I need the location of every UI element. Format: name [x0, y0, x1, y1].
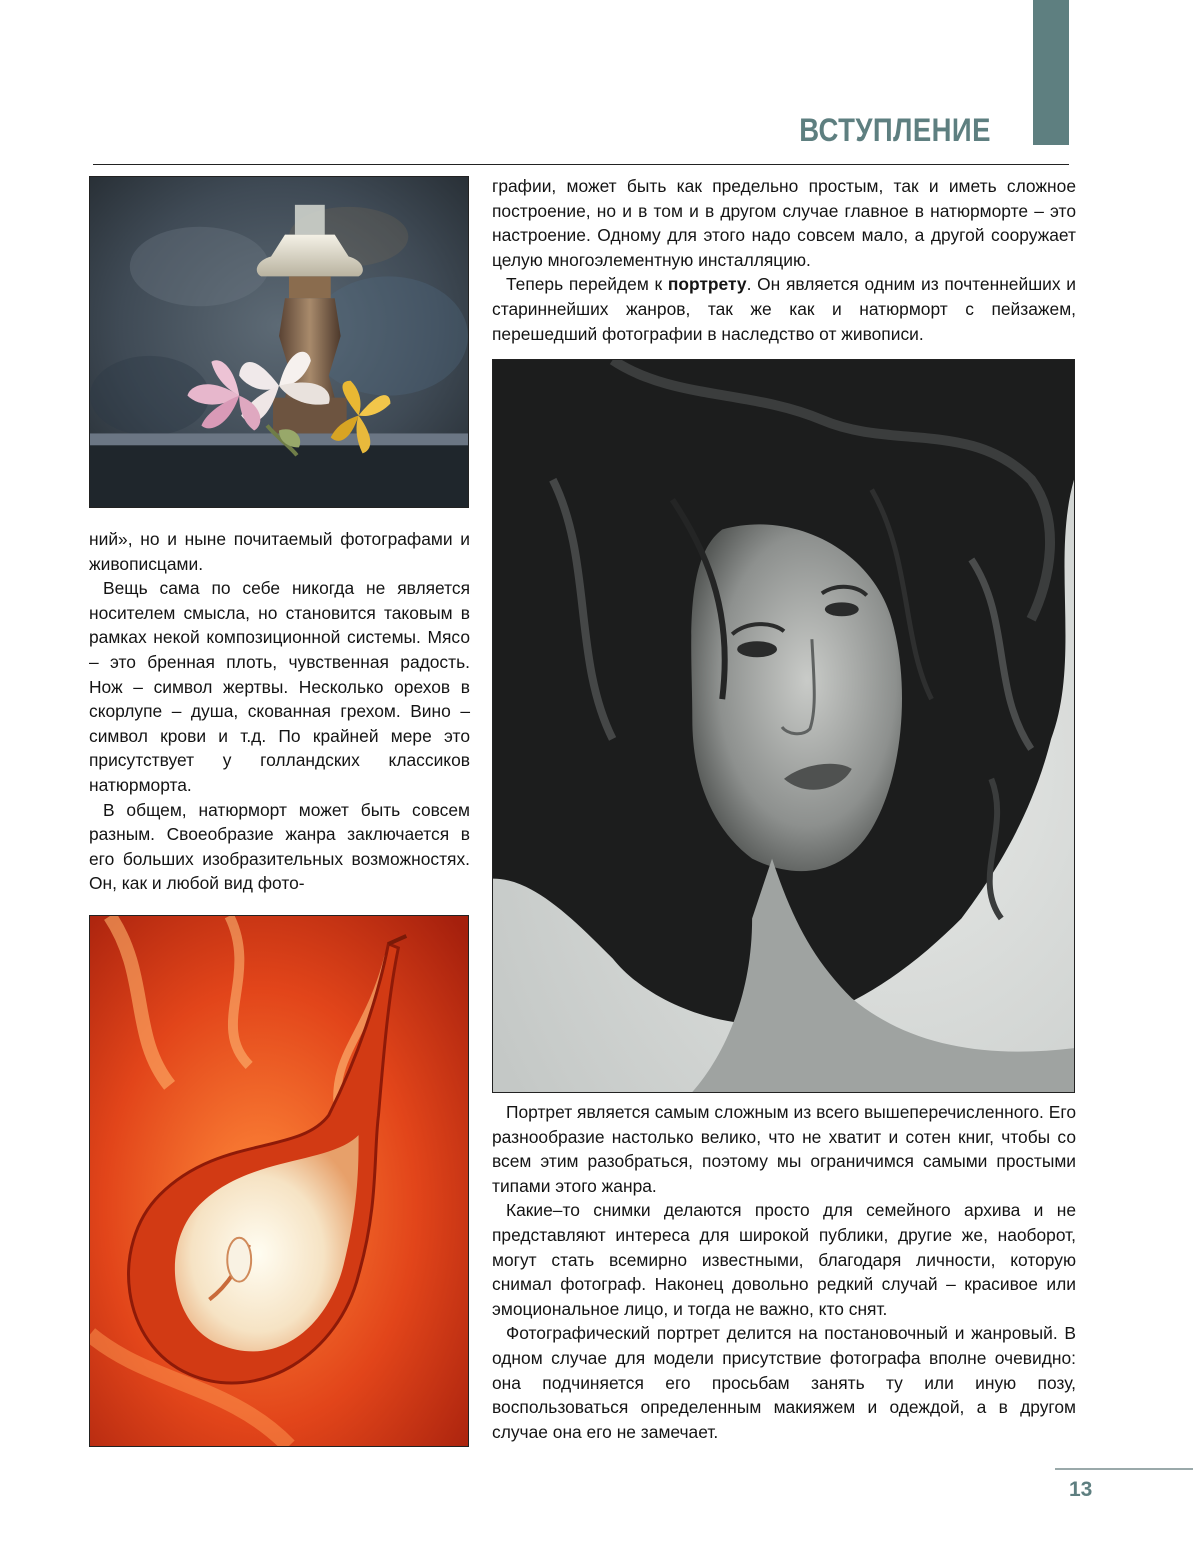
paragraph: Портрет является самым сложным из всего вышеперечисленного. Его разнообразие настолько велико, что не хватит и сотен книг, чтобы со всем этим разобраться, поэтому мы ограничимся самыми простыми типами этого жанра. [492, 1102, 1076, 1196]
paragraph: Какие–то снимки делаются просто для семейного архива и не представляют интереса для широкой публики, другие же, наоборот, могут стать всемирно известными, благодаря личности, которую снимал фотограф. Наконец довольно редкий случай – красивое или эмоциональное лицо, и тогда не важно, кто снят. [492, 1200, 1076, 1319]
text-run: Теперь перейдем к [506, 274, 668, 295]
text-run: . Он является одним из почтеннейших и стариннейших жанров, так же как и натюрморт с пейзажем, перешедший фотографии в наследство от живописи. [492, 274, 1076, 344]
header-accent-bar [1033, 0, 1069, 145]
paragraph: Вещь сама по себе никогда не является носителем смысла, но становится таковым в рамках некой композиционной системы. Мясо – это бренная плоть, чувственная радость. Нож – символ жертвы. Несколько орехов в скорлупе – душа, скованная грехом. Вино – символ крови и т.д. По крайней мере это присутствует у голландских классиков натюрморта. [89, 578, 470, 795]
page-number: 13 [1069, 1478, 1093, 1501]
section-title: ВСТУПЛЕНИЕ [799, 112, 991, 148]
right-column-bottom-text [492, 1100, 1076, 1444]
pear-photo [89, 915, 469, 1447]
right-column-top-text [492, 174, 1076, 346]
portrait-photo [492, 359, 1075, 1093]
paragraph: графии, может быть как предельно простым, так и иметь сложное построение, но и в том и в другом случае главное в натюрморте – это настроение. Одному для этого надо совсем мало, а другой сооружает целую многоэлементную инсталляцию. [492, 176, 1076, 270]
still-life-photo [89, 176, 469, 508]
header-divider [93, 164, 1069, 165]
footer-divider [1055, 1468, 1193, 1470]
left-column-text [89, 527, 470, 896]
paragraph-portrait-intro [492, 272, 1076, 346]
paragraph: Фотографический портрет делится на постановочный и жанровый. В одном случае для модели присутствие фотографа вполне очевидно: она подчиняется его просьбам занять ту или иную позу, воспользоваться определенным макияжем и одеждой, а в другом случае она его не замечает. [492, 1323, 1076, 1442]
bold-term-portrait: портрету [667, 274, 747, 295]
paragraph: ний», но и ныне почитаемый фотографами и живописцами. [89, 529, 470, 574]
paragraph: В общем, натюрморт может быть совсем разным. Своеобразие жанра заключается в его больших изобразительных возможностях. Он, как и любой вид фото- [89, 799, 470, 894]
